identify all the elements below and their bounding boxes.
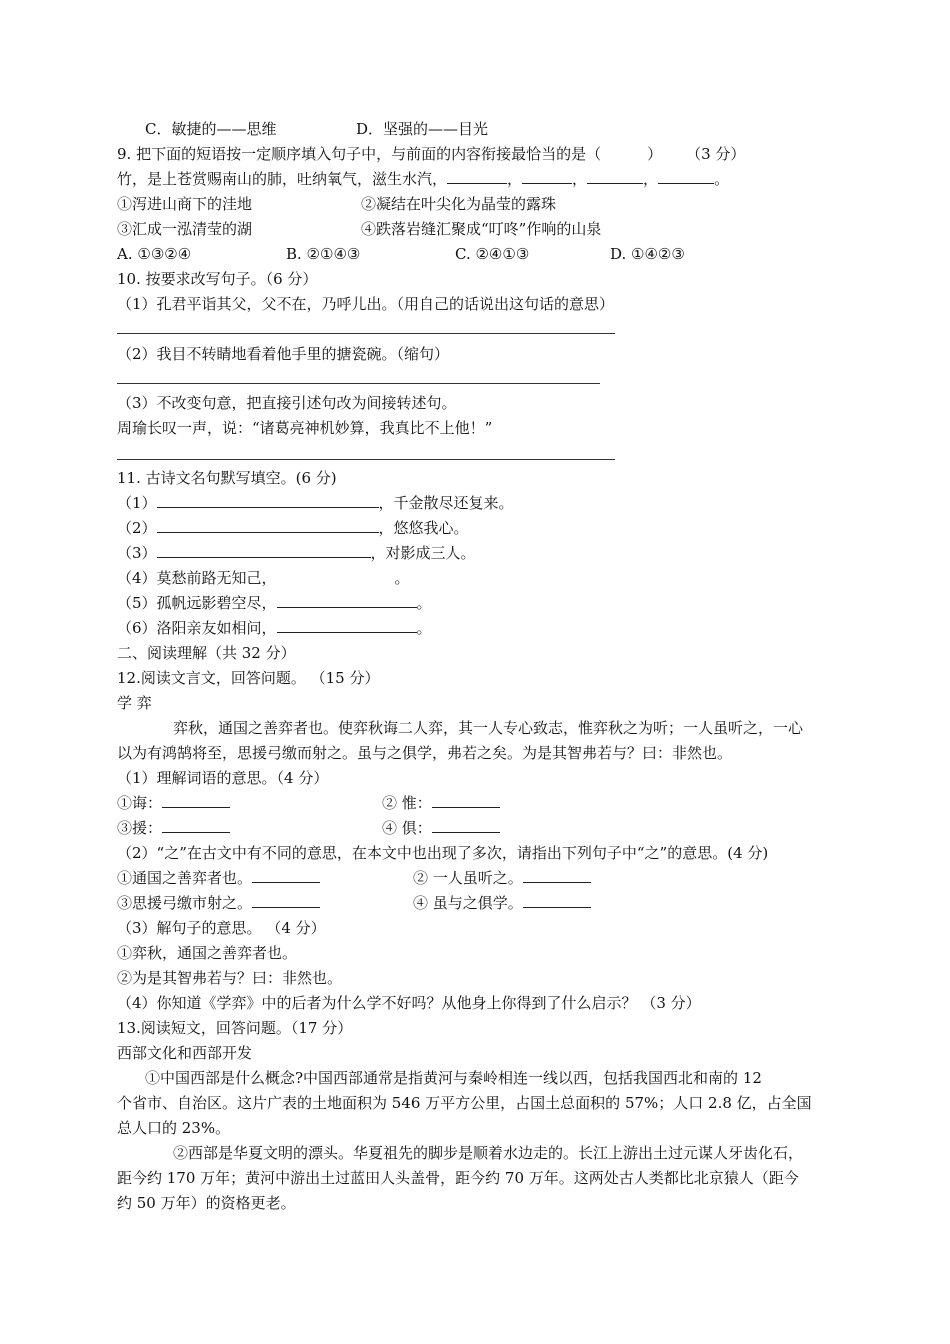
q12-passage-title: 学 弈 — [117, 694, 152, 712]
q9-stem-text: 9. 把下面的短语按一定顺序填入句子中，与前面的内容衔接最恰当的是（ — [117, 145, 602, 163]
q11-line-4 — [117, 567, 410, 589]
q12-word-3-blank[interactable] — [162, 817, 230, 833]
q9-phrase-4: ④跌落岩缝汇聚成“叮咚”作响的山泉 — [361, 220, 602, 238]
q11-line-4-end: 。 — [394, 569, 410, 587]
q13-para-1-line-1: ①中国西部是什么概念?中国西部通常是指黄河与秦岭相连一线以西，包括我国西北和南的 12 — [145, 1069, 762, 1087]
q9-stem-close: ） — [647, 145, 663, 163]
section-2-heading: 二、阅读理解（共 32 分） — [117, 644, 296, 662]
q12-zhi-3-blank[interactable] — [252, 892, 320, 908]
q11-line-1-num: （1） — [117, 494, 157, 512]
q9-stem — [117, 143, 745, 165]
q8-option-d: D．坚强的——目光 — [356, 120, 489, 138]
q12-sub-2: （2）“之”在古文中有不同的意思，在本文中也出现了多次，请指出下列句子中“之”的意思。(4 分) — [117, 844, 769, 862]
q12-zhi-4-blank[interactable] — [523, 892, 591, 908]
q10-title: 10. 按要求改写句子。（6 分） — [117, 270, 318, 288]
q9-blank-3[interactable] — [587, 168, 643, 184]
q11-line-6 — [117, 617, 432, 639]
q11-line-1 — [117, 492, 514, 514]
q12-word-4 — [382, 817, 500, 839]
q12-word-4-blank[interactable] — [432, 817, 500, 833]
q12-passage-line-2: 以为有鸿鹄将至，思援弓缴而射之。虽与之俱学，弗若之矣。为是其智弗若与？曰：非然也。 — [117, 744, 733, 762]
q13-passage-title: 西部文化和西部开发 — [117, 1044, 253, 1062]
q12-zhi-3-text: ③思援弓缴市射之。 — [117, 894, 253, 912]
q9-phrase-2: ②凝结在叶尖化为晶莹的露珠 — [361, 195, 557, 213]
q9-choice-a[interactable]: A. ①③②④ — [117, 245, 192, 263]
q13-para-1-line-2: 个省市、自治区。这片广表的土地面积为 546 万平方公里，占国土总面积的 57%；人口 2.8 亿，占全国 — [117, 1094, 812, 1112]
q9-blank-1[interactable] — [447, 168, 507, 184]
q11-line-6-text: （6）洛阳亲友如相问， — [117, 619, 277, 637]
q12-zhi-2 — [413, 867, 591, 889]
q10-part-2: （2）我目不转睛地看着他手里的搪瓷碗。（缩句） — [117, 345, 450, 363]
q10-part-1: （1）孔君平诣其父，父不在，乃呼儿出。（用自己的话说出这句话的意思） — [117, 295, 615, 313]
q11-blank-1[interactable] — [157, 492, 379, 508]
q12-zhi-1-blank[interactable] — [252, 867, 320, 883]
q12-translate-2: ②为是其智弗若与？曰：非然也。 — [117, 969, 343, 987]
q12-zhi-4-text: ④ 虽与之俱学。 — [413, 894, 523, 912]
q11-line-2-num: （2） — [117, 519, 157, 537]
q12-translate-1: ①弈秋，通国之善弈者也。 — [117, 944, 298, 962]
q11-blank-6[interactable] — [277, 617, 417, 633]
q11-line-3 — [117, 542, 476, 564]
q11-line-5-text: （5）孤帆远影碧空尽， — [117, 594, 277, 612]
q12-word-3-label: ③援： — [117, 819, 163, 837]
q12-passage-line-1: 弈秋，通国之善弈者也。使弈秋诲二人弈，其一人专心致志，惟弈秋之为听；一人虽听之，一心 — [173, 719, 804, 737]
q9-blank-2[interactable] — [522, 168, 572, 184]
q11-blank-2[interactable] — [157, 517, 379, 533]
q9-choice-b[interactable]: B. ②①④③ — [286, 245, 361, 263]
q8-option-c: C．敏捷的——思维 — [145, 120, 277, 138]
q9-sentence-text: 竹，是上苍赏赐南山的肺，吐纳氧气，滋生水汽， — [117, 170, 448, 188]
q10-answer-line-3[interactable] — [117, 459, 615, 460]
q13-para-2-line-2: 距今约 170 万年；黄河中游出土过蓝田人头盖骨，距今约 70 万年。这两处古人类都比北京猿人（距今 — [117, 1169, 799, 1187]
q12-word-1-blank[interactable] — [162, 792, 230, 808]
q12-word-3 — [117, 817, 230, 839]
q11-blank-3[interactable] — [157, 542, 371, 558]
q10-part-3-quote: 周瑜长叹一声，说：“诸葛亮神机妙算，我真比不上他！” — [117, 419, 493, 437]
q12-zhi-3 — [117, 892, 320, 914]
q9-phrase-3: ③汇成一泓清莹的湖 — [117, 220, 253, 238]
q12-zhi-1-text: ①通国之善弈者也。 — [117, 869, 253, 887]
q12-sub-1: （1）理解词语的意思。（4 分） — [117, 769, 329, 787]
q11-line-5 — [117, 592, 432, 614]
q11-line-3-text: ，对影成三人。 — [370, 544, 476, 562]
q13-para-2-line-1: ②西部是华夏文明的漂头。华夏祖先的脚步是顺着水边走的。长江上游出土过元谋人牙齿化石， — [173, 1144, 804, 1162]
q10-answer-line-1[interactable] — [117, 333, 615, 334]
q11-title: 11. 古诗文名句默写填空。(6 分) — [117, 469, 337, 487]
q12-word-1 — [117, 792, 230, 814]
q11-line-5-end: 。 — [416, 594, 432, 612]
q9-period: 。 — [714, 170, 730, 188]
q9-points: （3 分） — [686, 145, 746, 163]
q9-blank-4[interactable] — [658, 168, 714, 184]
q12-word-2-label: ② 惟： — [382, 794, 432, 812]
q12-zhi-4 — [413, 892, 591, 914]
q13-title: 13.阅读短文，回答问题。（17 分） — [117, 1019, 353, 1037]
q9-comma-1: ， — [507, 170, 523, 188]
q9-comma-3: ， — [643, 170, 659, 188]
q12-word-2-blank[interactable] — [432, 792, 500, 808]
q11-line-1-text: ，千金散尽还复来。 — [378, 494, 514, 512]
q12-zhi-2-blank[interactable] — [523, 867, 591, 883]
q9-comma-2: ， — [572, 170, 588, 188]
q12-title: 12.阅读文言文，回答问题。 （15 分） — [117, 669, 380, 687]
q13-para-2-line-3: 约 50 万年）的资格更老。 — [117, 1194, 296, 1212]
q13-para-1-line-3: 总人口的 23%。 — [117, 1119, 231, 1137]
q11-line-2-text: ，悠悠我心。 — [378, 519, 469, 537]
q11-line-4-text: （4）莫愁前路无知己， — [117, 569, 277, 587]
q11-blank-5[interactable] — [277, 592, 417, 608]
q12-word-2 — [382, 792, 500, 814]
q12-word-1-label: ①诲： — [117, 794, 163, 812]
q11-line-3-num: （3） — [117, 544, 157, 562]
q11-line-6-end: 。 — [416, 619, 432, 637]
q10-part-3: （3）不改变句意，把直接引述句改为间接转述句。 — [117, 394, 457, 412]
q12-zhi-1 — [117, 867, 320, 889]
q10-answer-line-2[interactable] — [117, 383, 600, 384]
q12-sub-4: （4）你知道《学弈》中的后者为什么学不好吗？从他身上你得到了什么启示？ （3 分） — [117, 994, 701, 1012]
q12-word-4-label: ④ 俱： — [382, 819, 432, 837]
q9-sentence — [117, 168, 729, 190]
q9-choice-d[interactable]: D. ①④②③ — [610, 245, 685, 263]
q12-sub-3: （3）解句子的意思。 （4 分） — [117, 919, 326, 937]
q11-line-2 — [117, 517, 469, 539]
q9-choice-c[interactable]: C. ②④①③ — [455, 245, 530, 263]
q9-phrase-1: ①泻进山商下的洼地 — [117, 195, 253, 213]
q12-zhi-2-text: ② 一人虽听之。 — [413, 869, 523, 887]
